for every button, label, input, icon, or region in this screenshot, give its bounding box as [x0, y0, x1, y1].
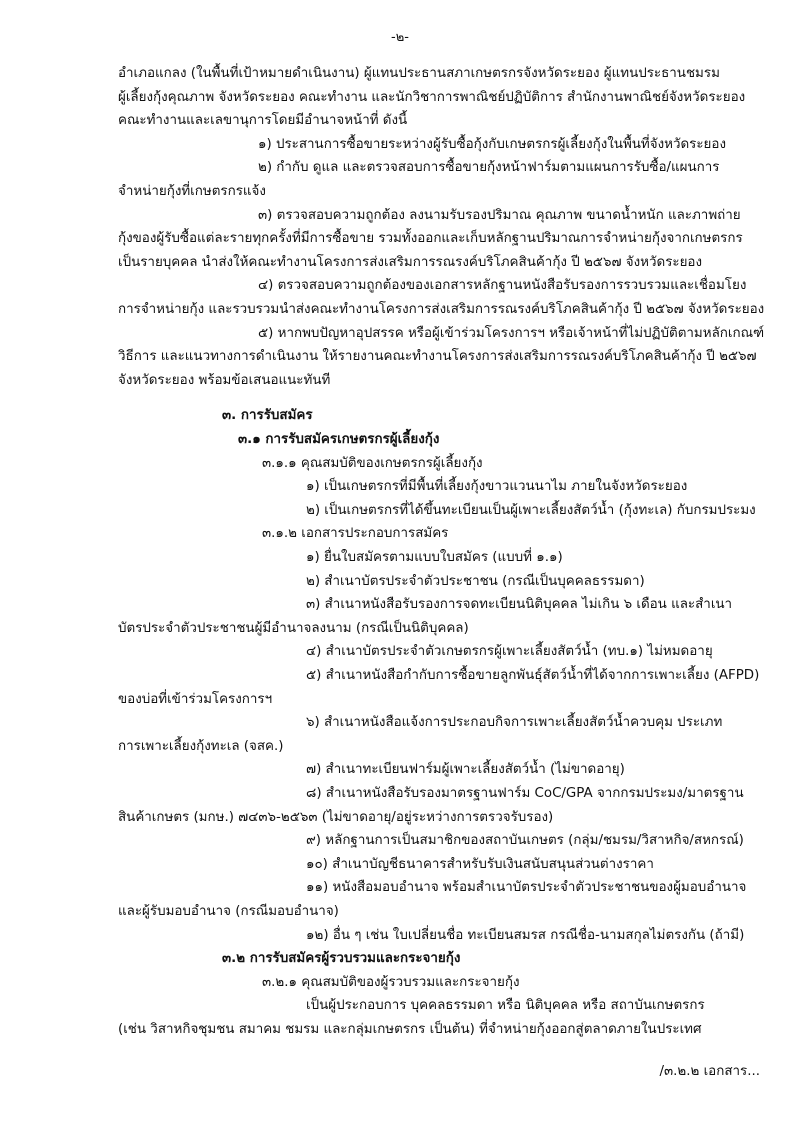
section-3-1-title: ๓.๑ การรับสมัครเกษตรกรผู้เลี้ยงกุ้ง	[238, 432, 440, 447]
document-8-line-2: สินค้าเกษตร (มกษ.) ๗๔๓๖-๒๕๖๓ (ไม่ขาดอายุ/อยู่ระหว่างการตรวจรับรอง)	[118, 810, 554, 825]
document-12: ๑๒) อื่น ๆ เช่น ใบเปลี่ยนชื่อ ทะเบียนสมรส กรณีชื่อ-นามสกุลไม่ตรงกัน (ถ้ามี)	[306, 928, 745, 943]
document-1: ๑) ยื่นใบสมัครตามแบบใบสมัคร (แบบที่ ๑.๑)	[306, 550, 563, 565]
document-6-line-2: การเพาะเลี้ยงกุ้งทะเล (จสค.)	[118, 739, 284, 754]
section-3-1-1-title: ๓.๑.๑ คุณสมบัติของเกษตรกรผู้เลี้ยงกุ้ง	[262, 456, 483, 471]
duty-3-line-3: เป็นรายบุคคล นำส่งให้คณะทำงานโครงการส่งเสริมการรณรงค์บริโภคสินค้ากุ้ง ปี ๒๕๖๗ จังหวัดระยอง	[118, 255, 703, 270]
qualification-2: ๒) เป็นเกษตรกรที่ได้ขึ้นทะเบียนเป็นผู้เพาะเลี้ยงสัตว์น้ำ (กุ้งทะเล) กับกรมประมง	[306, 503, 756, 518]
duty-4-line-1: ๔) ตรวจสอบความถูกต้องของเอกสารหลักฐานหนังสือรับรองการรวบรวมและเชื่อมโยง	[258, 278, 747, 293]
document-4: ๔) สำเนาบัตรประจำตัวเกษตรกรผู้เพาะเลี้ยงสัตว์น้ำ (ทบ.๑) ไม่หมดอายุ	[306, 644, 713, 659]
document-2: ๒) สำเนาบัตรประจำตัวประชาชน (กรณีเป็นบุคคลธรรมดา)	[306, 574, 645, 589]
section-3-1-2-title: ๓.๑.๒ เอกสารประกอบการสมัคร	[262, 526, 449, 541]
duty-5-line-3: จังหวัดระยอง พร้อมข้อเสนอแนะทันที	[118, 373, 331, 388]
duty-1: ๑) ประสานการซื้อขายระหว่างผู้รับซื้อกุ้งกับเกษตรกรผู้เลี้ยงกุ้งในพื้นที่จังหวัดระยอง	[258, 137, 726, 152]
duty-2-line-2: จำหน่ายกุ้งที่เกษตรกรแจ้ง	[118, 184, 266, 199]
document-10: ๑๐) สำเนาบัญชีธนาคารสำหรับรับเงินสนับสนุนส่วนต่างราคา	[306, 857, 654, 872]
duty-5-line-1: ๕) หากพบปัญหาอุปสรรค หรือผู้เข้าร่วมโครงการฯ หรือเจ้าหน้าที่ไม่ปฏิบัติตามหลักเกณฑ์	[258, 326, 765, 341]
document-6-line-1: ๖) สำเนาหนังสือแจ้งการประกอบกิจการเพาะเลี้ยงสัตว์น้ำควบคุม ประเภท	[306, 715, 723, 730]
document-11-line-1: ๑๑) หนังสือมอบอำนาจ พร้อมสำเนาบัตรประจำตัวประชาชนของผู้มอบอำนาจ	[306, 880, 747, 895]
duty-3-line-2: กุ้งของผู้รับซื้อแต่ละรายทุกครั้งที่มีการซื้อขาย รวมทั้งออกและเก็บหลักฐานปริมาณการจำหน่ายกุ้งจากเกษตรกร	[118, 231, 743, 246]
intro-line-2: ผู้เลี้ยงกุ้งคุณภาพ จังหวัดระยอง คณะทำงาน และนักวิชาการพาณิชย์ปฏิบัติการ สำนักงานพาณิชย์จังหวัดระยอง	[118, 90, 746, 105]
continuation: /๓.๒.๒ เอกสาร...	[659, 1064, 760, 1079]
document-7: ๗) สำเนาทะเบียนฟาร์มผู้เพาะเลี้ยงสัตว์น้ำ (ไม่ขาดอายุ)	[306, 762, 625, 777]
page-number: -๒-	[391, 30, 409, 45]
section-3-2-1-b: (เช่น วิสาหกิจชุมชน สมาคม ชมรม และกลุ่มเกษตรกร เป็นต้น) ที่จำหน่ายกุ้งออกสู่ตลาดภายในประเทศ	[118, 1022, 702, 1037]
document-9: ๙) หลักฐานการเป็นสมาชิกของสถาบันเกษตร (กลุ่ม/ชมรม/วิสาหกิจ/สหกรณ์)	[306, 833, 744, 848]
section-3-2-1-a: เป็นผู้ประกอบการ บุคคลธรรมดา หรือ นิติบุคคล หรือ สถาบันเกษตรกร	[306, 998, 705, 1013]
section-3-2-1-title: ๓.๒.๑ คุณสมบัติของผู้รวบรวมและกระจายกุ้ง	[262, 975, 520, 990]
qualification-1: ๑) เป็นเกษตรกรที่มีพื้นที่เลี้ยงกุ้งขาวแวนนาไม ภายในจังหวัดระยอง	[306, 479, 688, 494]
duty-5-line-2: วิธีการ และแนวทางการดำเนินงาน ให้รายงานคณะทำงานโครงการส่งเสริมการรณรงค์บริโภคสินค้ากุ้ง ปี ๒๕๖๗	[118, 349, 757, 364]
duty-4-line-2: การจำหน่ายกุ้ง และรวบรวมนำส่งคณะทำงานโครงการส่งเสริมการรณรงค์บริโภคสินค้ากุ้ง ปี ๒๕๖๗ จังหวัดระยอง	[118, 302, 765, 317]
document-3-line-1: ๓) สำเนาหนังสือรับรองการจดทะเบียนนิติบุคคล ไม่เกิน ๖ เดือน และสำเนา	[306, 597, 733, 612]
document-5-line-2: ของบ่อที่เข้าร่วมโครงการฯ	[118, 692, 273, 707]
section-3-2-title: ๓.๒ การรับสมัครผู้รวบรวมและกระจายกุ้ง	[222, 951, 461, 966]
document-11-line-2: และผู้รับมอบอำนาจ (กรณีมอบอำนาจ)	[118, 904, 339, 919]
document-3-line-2: บัตรประจำตัวประชาชนผู้มีอำนาจลงนาม (กรณีเป็นนิติบุคคล)	[118, 621, 469, 636]
document-5-line-1: ๕) สำเนาหนังสือกำกับการซื้อขายลูกพันธุ์สัตว์น้ำที่ได้จากการเพาะเลี้ยง (AFPD)	[306, 668, 760, 683]
section-3-title: ๓. การรับสมัคร	[222, 408, 313, 423]
duty-3-line-1: ๓) ตรวจสอบความถูกต้อง ลงนามรับรองปริมาณ คุณภาพ ขนาดน้ำหนัก และภาพถ่าย	[258, 208, 741, 223]
duty-2-line-1: ๒) กำกับ ดูแล และตรวจสอบการซื้อขายกุ้งหน้าฟาร์มตามแผนการรับซื้อ/แผนการ	[258, 160, 720, 175]
document-8-line-1: ๘) สำเนาหนังสือรับรองมาตรฐานฟาร์ม CoC/GPA จากกรมประมง/มาตรฐาน	[306, 786, 744, 801]
intro-line-1: อำเภอแกลง (ในพื้นที่เป้าหมายดำเนินงาน) ผู้แทนประธานสภาเกษตรกรจังหวัดระยอง ผู้แทนประธานชมรม	[118, 66, 720, 81]
intro-line-3: คณะทำงานและเลขานุการโดยมีอำนาจหน้าที่ ดังนี้	[118, 113, 408, 128]
